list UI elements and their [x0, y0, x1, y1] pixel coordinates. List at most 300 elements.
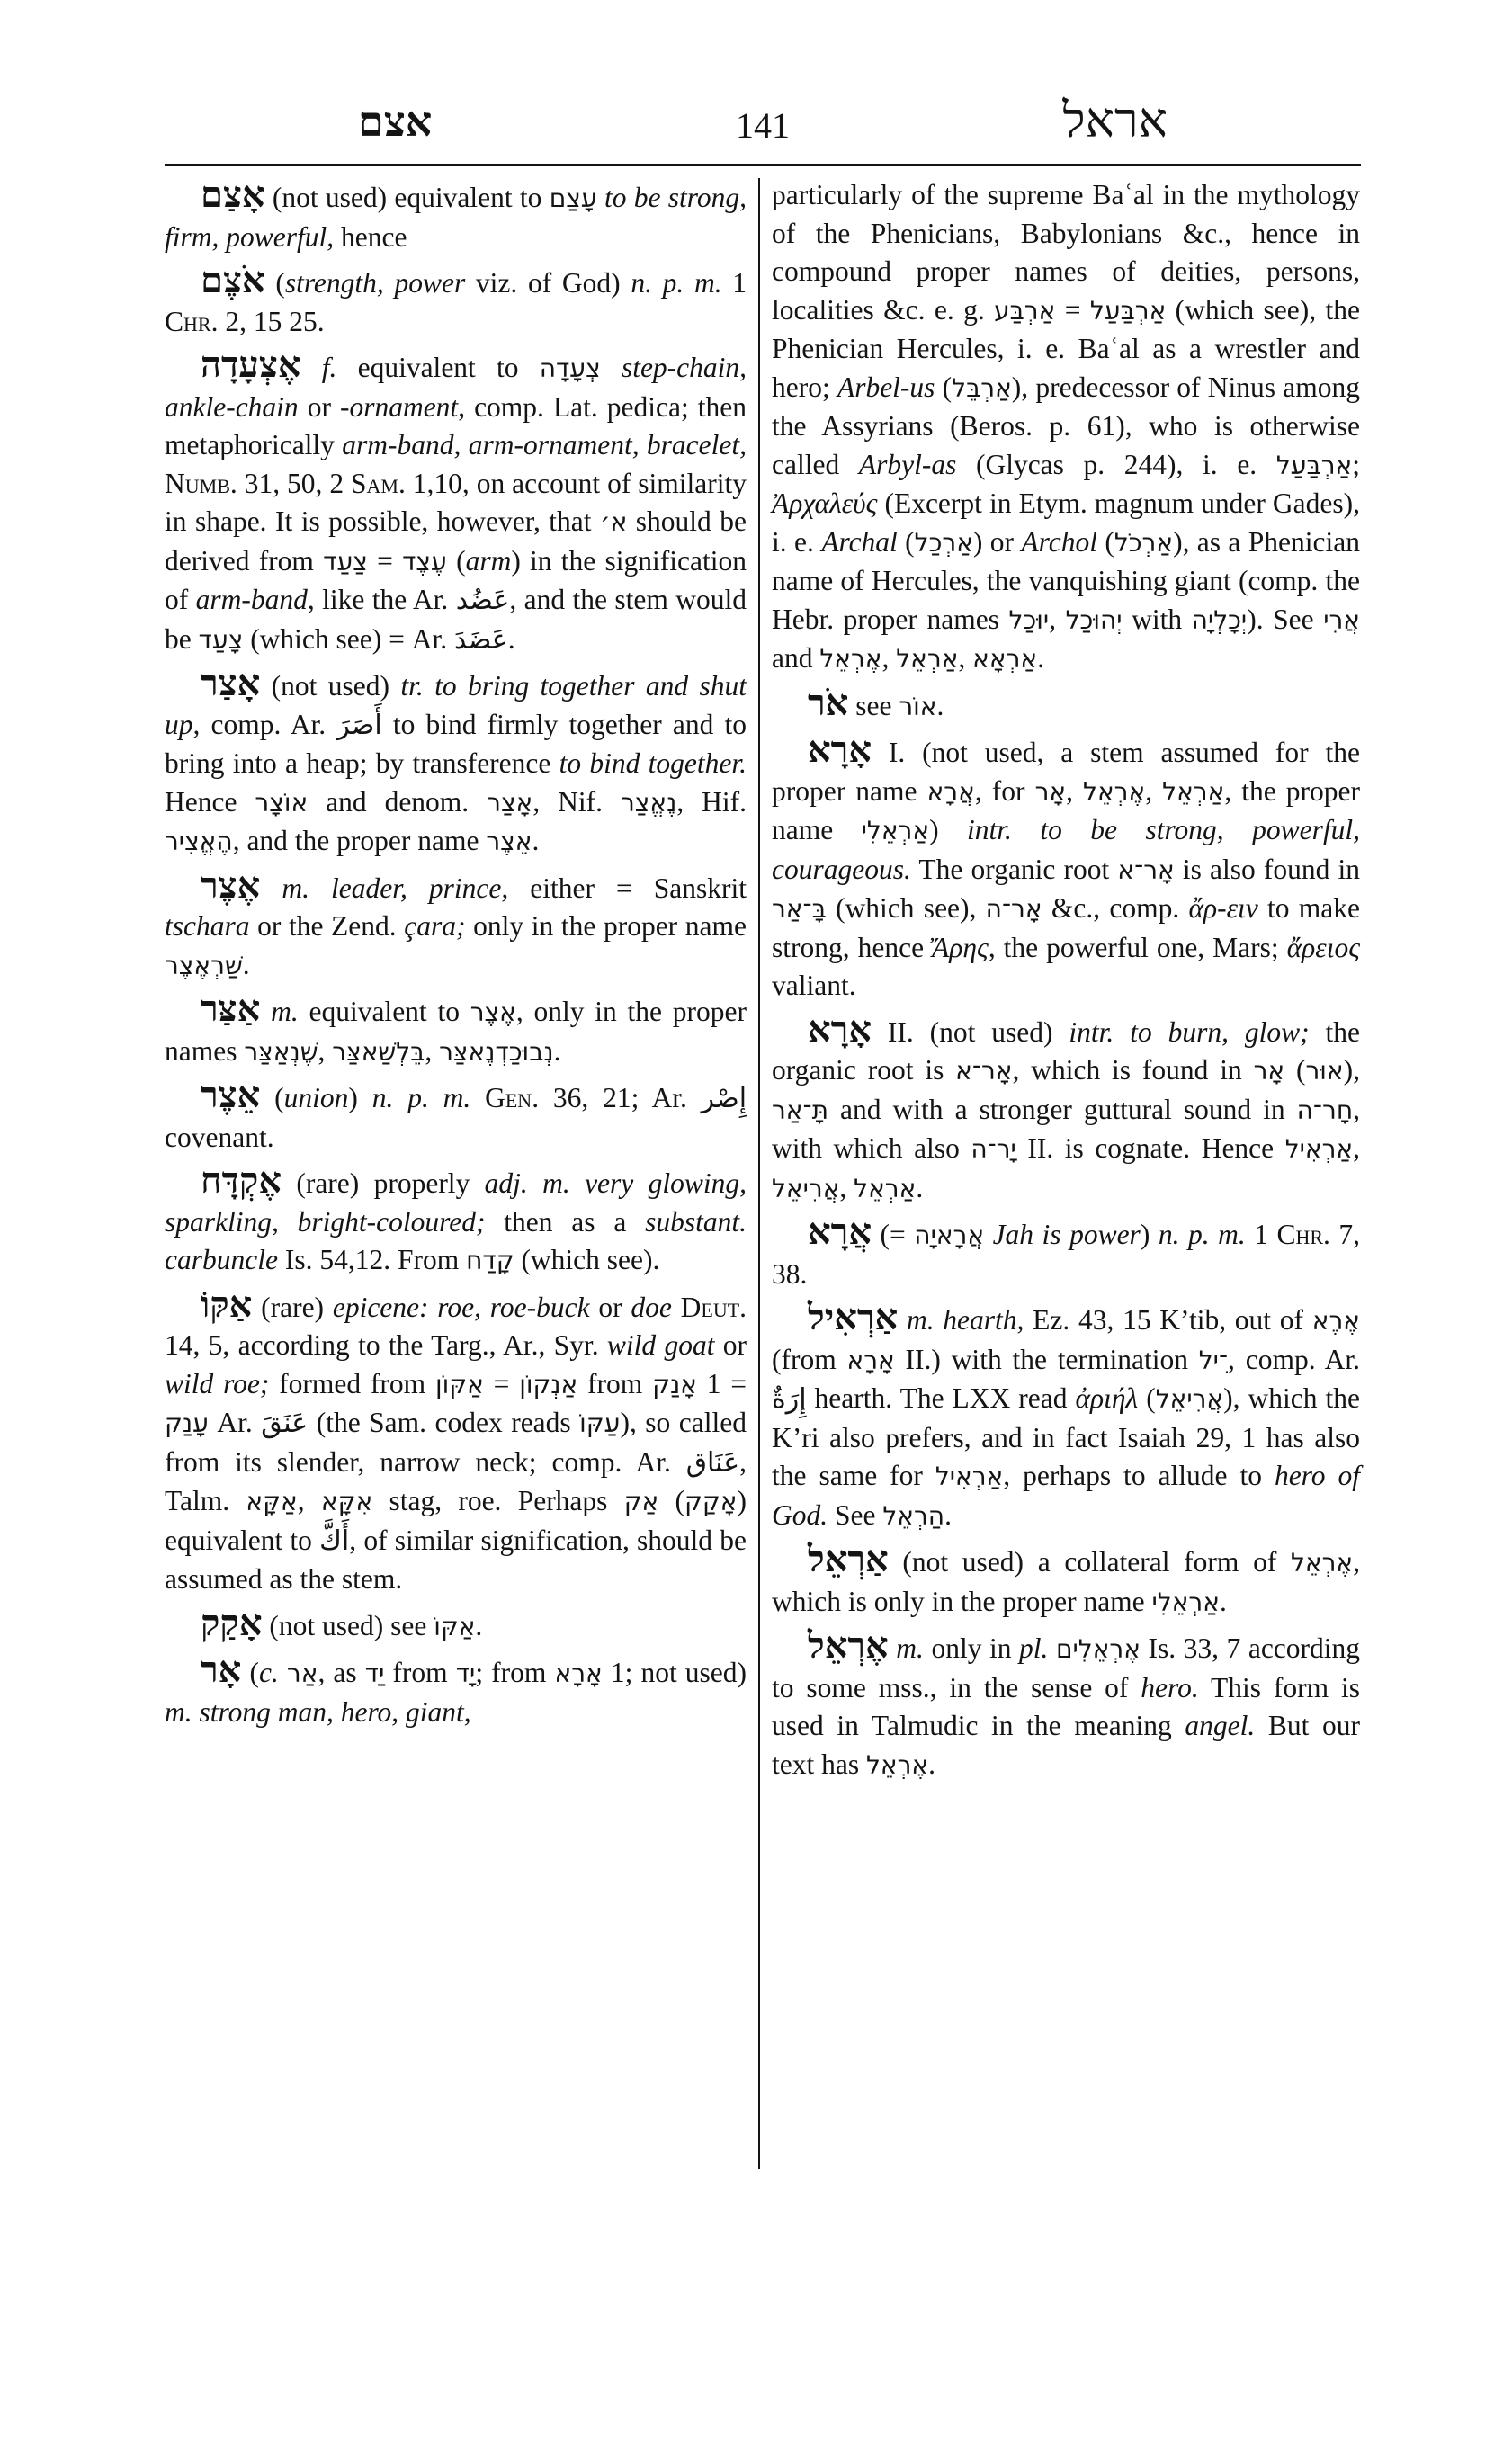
entry-text: ) [929, 814, 968, 845]
entry-text: (not used) a collateral form of [902, 1546, 1291, 1578]
entry-text: ( [658, 1485, 685, 1516]
arabic-word: أَكَّ [319, 1525, 350, 1557]
entry-text: step-chain, ankle-chain [165, 352, 747, 423]
entry-text: viz. of God) [465, 267, 631, 299]
hebrew-word: אַנְקוֹן [519, 1369, 578, 1399]
dictionary-entry [772, 1296, 1361, 1535]
hebrew-word: אוֹצָר [255, 787, 309, 818]
hebrew-word: אַרְאֵל [854, 1173, 917, 1203]
entry-text: is also found in [1174, 853, 1361, 885]
entry-text: (Glycas p. 244), i. e. [956, 448, 1276, 480]
page-number: 141 [736, 105, 790, 146]
entry-text: (the Sam. codex reads [308, 1407, 580, 1438]
hebrew-word: נְבוּכַדְנֶאצַּר [439, 1036, 554, 1067]
hebrew-word: אַקּוֹ [434, 1611, 476, 1641]
entry-text: or the Zend. [249, 910, 405, 942]
entry-text: formed from [269, 1367, 435, 1399]
hebrew-word: עַקּוֹ [579, 1408, 621, 1438]
entry-text: to be strong, firm, powerful, [165, 182, 747, 253]
entry-text [984, 1219, 993, 1250]
hebrew-word: אָרָא [554, 1659, 603, 1688]
entry-text: ( [1284, 1054, 1306, 1086]
hebrew-word: צָעַד [198, 624, 244, 655]
entry-headword: אֲרָא [808, 1211, 872, 1253]
entry-text: angel. [1185, 1710, 1256, 1741]
entry-text: to bind firmly together and to bring into a heap; by transference [165, 708, 747, 779]
entry-text: Is. 54,12. From [277, 1244, 467, 1275]
entry-text: -ornament [339, 390, 459, 423]
entry-text: &c., comp. [1042, 892, 1189, 924]
entry-text: with [1122, 603, 1192, 635]
hebrew-word: אָרָא [846, 1345, 895, 1375]
entry-text [672, 1292, 681, 1323]
entry-text: or [589, 1291, 631, 1323]
entry-text: II.) with the termination [894, 1343, 1199, 1375]
entry-text: m. [271, 996, 299, 1027]
entry-text: substant. carbuncle [165, 1205, 747, 1275]
hebrew-word: אַרְאֵלִי [1151, 1587, 1220, 1617]
entry-text: , which is only in the proper name [772, 1546, 1360, 1617]
entry-text: , comp. Ar. [1228, 1343, 1360, 1375]
entry-text: = [367, 544, 403, 577]
hebrew-word: אַרְאִיל [935, 1462, 1004, 1491]
entry-text: ( [897, 525, 915, 558]
entry-text: should be derived from [165, 505, 747, 577]
entry-text: ( [249, 1657, 259, 1688]
entry-text: Numb. [165, 467, 237, 499]
entry-text: see [855, 689, 899, 721]
entry-text: , [1353, 1132, 1360, 1164]
hebrew-word: אַרְכֹל [1114, 527, 1174, 558]
dictionary-entry [165, 662, 747, 862]
entry-text: ( [275, 267, 285, 299]
entry-text: 1,10, on account of similarity in shape. It is possible, however, that [165, 467, 747, 537]
entry-text: , Talm. [165, 1445, 747, 1516]
entry-text [279, 1657, 287, 1688]
greek-word: ἀριήλ [1075, 1382, 1139, 1414]
entry-text: , perhaps to allude to [1003, 1460, 1275, 1491]
entry-text: Arbyl-as [858, 448, 957, 480]
dictionary-entry [165, 990, 747, 1071]
entry-text: (= [880, 1219, 915, 1250]
hebrew-word: אָקַק [684, 1487, 738, 1516]
hebrew-word: יְכָלְיָה [1191, 604, 1248, 635]
entry-text: adj. m. very glowing, sparkling, bright-coloured; [165, 1167, 747, 1238]
entry-text: , [1145, 774, 1163, 807]
arabic-word: إِرَةٌ [772, 1383, 807, 1415]
entry-text: , [1066, 774, 1084, 807]
entry-text: epicene: roe, roe-buck [332, 1291, 590, 1323]
hebrew-word: אוּר [1305, 1056, 1344, 1086]
entry-text: ) [348, 1082, 372, 1113]
entry-text: ( [1138, 1382, 1156, 1414]
hebrew-word: קָדַח [466, 1246, 514, 1275]
entry-text: Is. 33, 7 according to some mss., in the sense of [772, 1632, 1361, 1703]
entry-text: n. p. m. [371, 1082, 471, 1113]
entry-text: particularly of the supreme Baʿal in the mythology of the Phenicians, Babylonians &c., hence in compound proper names of deities, persons, localities &c. e. g. [772, 179, 1360, 326]
hebrew-word: אֶרֶא [1311, 1306, 1361, 1336]
entry-text: . [507, 622, 515, 655]
hebrew-word: צַעַד [323, 546, 368, 577]
entry-text: . [475, 1609, 483, 1641]
entry-text: , only in the proper names [165, 996, 747, 1067]
entry-text: , the powerful one, Mars; [988, 931, 1287, 963]
hebrew-word: אֵצֶר [486, 827, 532, 856]
entry-text: . [1037, 642, 1045, 674]
dictionary-entry [772, 1538, 1360, 1622]
arabic-word: عَنَقَ [261, 1408, 309, 1439]
hebrew-word: אָר־ה [985, 894, 1042, 924]
entry-text: hero. [1141, 1671, 1199, 1703]
hebrew-word: אַרְאִיל [1284, 1134, 1354, 1164]
entry-text: union [283, 1082, 349, 1113]
greek-word: Ἀρχαλεύς [772, 487, 878, 519]
entry-text: 7, 38. [772, 1219, 1361, 1290]
hebrew-word: אָר [1253, 1056, 1285, 1086]
entry-text: ; from [475, 1657, 555, 1688]
hebrew-word: אַק [623, 1487, 659, 1516]
entry-text: doe [631, 1291, 672, 1323]
entry-text: Hence [165, 785, 255, 818]
hebrew-word: אַרְכַל [914, 527, 973, 558]
dictionary-entry [165, 1651, 747, 1731]
entry-text: 36, 21; Ar. [539, 1082, 702, 1113]
entry-text: ; [1352, 448, 1361, 480]
entry-text: ), [1343, 1054, 1360, 1086]
entry-text: The organic root [910, 853, 1118, 885]
entry-text: Chr. [1276, 1219, 1330, 1250]
entry-text: equivalent to [336, 352, 540, 383]
arabic-word: إِصْر [701, 1083, 747, 1114]
hebrew-word: אֶרְאֵל [865, 1749, 929, 1780]
entry-text: tr. to bring together and shut up, [165, 670, 747, 740]
entry-text: . [944, 1498, 952, 1531]
entry-text: then as a [485, 1205, 646, 1238]
arabic-word: عَضُد [455, 585, 510, 616]
hebrew-word: יַד [364, 1659, 385, 1688]
hebrew-word: אָנַק [652, 1369, 697, 1399]
hebrew-word: אַרְבַּעַל [1089, 295, 1167, 326]
entry-text: ), as a Phenician name of Hercules, the vanquishing giant (comp. the Hebr. proper names [772, 525, 1360, 635]
entry-text: . [553, 1034, 561, 1067]
entry-text: hearth. The LXX read [806, 1382, 1076, 1414]
hebrew-word: בָּ־אַר [772, 894, 827, 924]
hebrew-word: אוֹר [899, 691, 937, 721]
entry-headword: אֹצֶם [201, 259, 265, 301]
entry-text: ) equivalent to [165, 1485, 747, 1556]
entry-text: , [318, 1034, 333, 1067]
entry-text: (not used) [271, 670, 401, 702]
entry-headword: אַרְאִיל [808, 1296, 899, 1338]
entry-text [597, 182, 604, 213]
entry-text: 14, 5, according to the Targ., Ar., Syr. [165, 1329, 607, 1361]
greek-word: ἄρ-ειν [1188, 892, 1258, 924]
entry-text: . [916, 1171, 924, 1203]
entry-text: 1 [1245, 1219, 1277, 1250]
entry-text: only in [923, 1632, 1020, 1664]
entry-text: , as [318, 1657, 365, 1688]
entry-headword: אָצַם [201, 174, 265, 216]
entry-text: ( [935, 371, 953, 403]
hebrew-word: אָצַר [487, 787, 533, 818]
entry-text: ( [274, 1082, 284, 1113]
hebrew-word: עָצַם [549, 183, 597, 213]
entry-text: . [242, 948, 250, 980]
entry-headword: אֶצְעָדָה [201, 344, 301, 386]
hebrew-word: אַרְבֵּל [952, 372, 1012, 403]
entry-text: Ar. [208, 1407, 262, 1438]
entry-text: 1; not used) [602, 1657, 747, 1688]
hebrew-word: אֶרְאֵל [819, 644, 882, 674]
entry-text: equivalent to [298, 996, 470, 1027]
hebrew-word: אַקּוֹן [434, 1369, 484, 1399]
entry-headword: אָר [201, 1649, 242, 1691]
entry-text: But our text has [772, 1710, 1360, 1780]
entry-text: ( [1096, 525, 1114, 558]
hebrew-word: אַרְבַּעַל [1275, 450, 1353, 480]
entry-text: , for [974, 774, 1035, 807]
entry-text: to bind together. [559, 747, 747, 779]
entry-text: either = Sanskrit [508, 872, 747, 904]
entry-text: intr. to be strong, powerful, courageous. [772, 814, 1360, 885]
entry-text: ), which the K’ri also prefers, and in fact Isaiah 29, 1 has also the same for [772, 1382, 1360, 1491]
entry-text: , [297, 1485, 321, 1516]
hebrew-word: אָר־א [1117, 854, 1175, 885]
hebrew-word: חָר־ה [1296, 1095, 1354, 1125]
entry-text: , of similar signification, should be assumed as the stem. [165, 1524, 747, 1595]
entry-text: , [958, 642, 973, 674]
hebrew-word: אֶרְאֵל [1290, 1548, 1354, 1578]
dictionary-entry [772, 1213, 1360, 1293]
entry-text: only in the proper name [465, 910, 747, 942]
entry-text: (Excerpt in Etym. magnum under Gades), i. e. [772, 487, 1360, 558]
entry-text: Ez. 43, 15 K’tib, out of [1024, 1304, 1312, 1336]
entry-text: 31, 50, 2 [237, 467, 352, 499]
entry-text: , like the Ar. [307, 584, 456, 615]
entry-text: , with which also [772, 1093, 1360, 1164]
hebrew-word: א׳ [599, 507, 628, 537]
hebrew-word: אַרְאָא [972, 644, 1038, 674]
entry-headword: אָרָא [808, 729, 872, 771]
entry-text: ), predecessor of Ninus among the Assyrians (Beros. p. 61), who is otherwise called [772, 371, 1360, 480]
entry-text [1048, 1632, 1056, 1664]
entry-text: wild roe; [165, 1367, 270, 1399]
entry-text: m. leader, prince, [282, 872, 509, 904]
hebrew-word: אֲרִיאֵל [1155, 1384, 1224, 1414]
greek-word: Ἄρης [932, 931, 989, 963]
entry-text: ). See [1247, 603, 1324, 635]
hebrew-word: בֵּלְשַׁאצַּר [332, 1036, 425, 1067]
hebrew-word: אֲרִי [1323, 604, 1360, 635]
hebrew-word: הַרְאֵל [882, 1500, 945, 1531]
entry-headword: אֶקְדָּח [201, 1159, 282, 1202]
entry-text: . [532, 825, 540, 856]
entry-headword: אָרָא [808, 1007, 872, 1051]
dictionary-entry [165, 1601, 747, 1647]
entry-text: hero of God. [772, 1460, 1360, 1531]
entry-text: or [298, 390, 340, 423]
entry-text: (which see), the Phenician Hercules, i. e. Baʿal as a wrestler and hero; [772, 293, 1360, 403]
dictionary-entry [165, 176, 747, 256]
entry-text: , Nif. [532, 785, 621, 818]
entry-text: intr. to burn, glow; [1069, 1015, 1310, 1048]
entry-text: hence [334, 220, 407, 253]
entry-text: . [928, 1748, 936, 1780]
entry-text: See [828, 1498, 883, 1531]
entry-text: stag, roe. Perhaps [372, 1485, 624, 1516]
hebrew-word: אַקָּא [246, 1487, 298, 1516]
entry-text: n. p. m. [1158, 1219, 1246, 1250]
entry-text: , comp. Lat. pedica; then metaphorically [165, 390, 747, 460]
entry-headword: אַרְאֵל [808, 1538, 889, 1580]
entry-headword: אָקַק [201, 1601, 263, 1644]
hebrew-word: עָנַק [165, 1408, 209, 1438]
entry-text: (which see). [514, 1244, 660, 1275]
entry-text: valiant. [772, 970, 856, 1001]
entry-text: 2, 15 25. [218, 305, 325, 337]
hebrew-word: אֶרְאֵלִים [1055, 1634, 1141, 1664]
entry-text: Archal [821, 525, 898, 558]
greek-word: ἄρειος [1286, 931, 1360, 963]
entry-text: Archol [1021, 525, 1097, 558]
hebrew-word: יָד [455, 1659, 476, 1688]
hebrew-word: שֶׁנְאַצַּר [244, 1036, 318, 1067]
hebrew-word: יְהוּכַל [1065, 604, 1123, 635]
entry-text: , Hif. [676, 785, 747, 818]
entry-text: (which see), [826, 892, 986, 924]
hebrew-word: אַרְבַּע [994, 295, 1056, 326]
entry-text: (not used) equivalent to [272, 182, 550, 213]
hebrew-word: יוּכַל [1008, 604, 1050, 635]
dictionary-entry [772, 1624, 1361, 1784]
hebrew-word: נֶאֱצַר [620, 787, 677, 818]
entry-text: from [577, 1367, 653, 1399]
hebrew-word: אַרְאֵל [1162, 776, 1225, 807]
entry-text: m. hearth, [906, 1304, 1024, 1336]
entry-text: the organic root is [772, 1015, 1360, 1086]
hebrew-word: אַר [286, 1659, 318, 1688]
entry-text: arm-band, arm-ornament, bracelet, [342, 429, 747, 460]
entry-text: pl. [1019, 1632, 1049, 1664]
column-divider [758, 178, 760, 2169]
entry-text: . [1219, 1585, 1227, 1617]
dictionary-entry [772, 176, 1360, 679]
hebrew-word: תָּ־אַר [772, 1095, 829, 1125]
entry-text: (rare) [261, 1291, 333, 1323]
entry-text: n. p. m. [631, 267, 722, 299]
entry-text: and denom. [308, 785, 488, 818]
entry-text: II. (not used) [887, 1015, 1069, 1048]
entry-text: comp. Ar. [200, 708, 337, 740]
entry-text: tschara [165, 910, 250, 942]
entry-text: 1 [721, 267, 747, 299]
entry-text: , [839, 1171, 854, 1203]
right-guide-word: אראל [1062, 92, 1168, 148]
entry-text: ), so called from its slender, narrow neck; comp. Ar. [165, 1407, 747, 1478]
entry-text: f. [321, 352, 337, 383]
entry-text: from [384, 1657, 456, 1688]
entry-text: çara; [404, 910, 466, 942]
dictionary-entry [165, 1074, 747, 1157]
entry-text: and with a stronger guttural sound in [828, 1093, 1297, 1125]
dictionary-entry [772, 681, 1360, 727]
hebrew-word: שַׁרְאֶצֶר [165, 950, 243, 980]
entry-text: Arbel-us [837, 371, 935, 403]
entry-headword: אָצַר [201, 662, 261, 704]
hebrew-word: אַרְאֵלִי [861, 816, 930, 845]
entry-text: ) or [972, 525, 1022, 558]
entry-text: Deut. [680, 1291, 747, 1323]
entry-text: Sam. [351, 467, 406, 499]
hebrew-word: אֲרָאיָה [914, 1221, 985, 1250]
left-column [165, 176, 747, 1737]
entry-text: wild goat [606, 1329, 715, 1361]
dictionary-entry [165, 863, 747, 986]
entry-text: ) in the signification of [165, 544, 747, 615]
running-head [165, 92, 1361, 160]
hebrew-word: ־ִיל [1198, 1345, 1229, 1375]
entry-headword: אַצַּר [201, 988, 261, 1030]
left-guide-word: אצם [358, 97, 433, 146]
hebrew-word: אַרְאֵל [896, 644, 959, 674]
dictionary-entry [165, 1159, 747, 1281]
entry-text: Jah is power [992, 1219, 1141, 1250]
hebrew-word: אֶרְאֵל [1083, 776, 1146, 807]
hebrew-word: אָר־א [955, 1056, 1013, 1086]
entry-text: 1 = [696, 1367, 747, 1399]
entry-text: covenant. [165, 1121, 274, 1153]
entry-text: arm [465, 544, 512, 577]
entry-text: arm-band [195, 584, 308, 615]
entry-text [601, 352, 622, 383]
entry-headword: אֹר [808, 681, 849, 724]
entry-text: , and the stem would be [165, 584, 747, 655]
entry-text: (which see) = Ar. [243, 622, 455, 655]
hebrew-word: אֲרָא [926, 776, 975, 807]
entry-text: ) [1140, 1219, 1159, 1250]
entry-text: II. is cognate. Hence [1015, 1132, 1285, 1164]
entry-text: , which is found in [1012, 1054, 1254, 1086]
entry-text: (from [772, 1343, 847, 1375]
entry-text: , [425, 1034, 440, 1067]
entry-text [470, 1082, 485, 1113]
entry-text: and [772, 642, 820, 674]
entry-text: I. (not used, a stem assumed for the proper name [772, 737, 1361, 807]
entry-text: , and the proper name [232, 825, 487, 856]
hebrew-word: צְעָדָה [539, 353, 601, 383]
entry-text: = [1055, 293, 1090, 326]
dictionary-entry [165, 259, 747, 341]
dictionary-entry [772, 731, 1360, 1006]
entry-text: ( [446, 544, 466, 577]
entry-text: m. strong man, hero, giant, [165, 1695, 471, 1728]
dictionary-entry [165, 1283, 747, 1599]
entry-text: c. [258, 1657, 279, 1688]
right-column [772, 176, 1360, 1790]
entry-text: m. [896, 1632, 924, 1664]
entry-text: (not used) see [269, 1609, 434, 1641]
hebrew-word: אָר [1034, 776, 1067, 807]
dictionary-entry [165, 346, 747, 659]
entry-text: , [881, 642, 897, 674]
entry-headword: אֵצֶר [201, 1074, 261, 1116]
hebrew-word: אִקָּא [320, 1487, 373, 1516]
dictionary-entry [772, 1007, 1360, 1209]
hebrew-word: יָר־ה [971, 1134, 1016, 1164]
entry-text: . [936, 689, 944, 721]
entry-text: , the proper name [772, 774, 1361, 845]
entry-text: , [1049, 603, 1066, 635]
